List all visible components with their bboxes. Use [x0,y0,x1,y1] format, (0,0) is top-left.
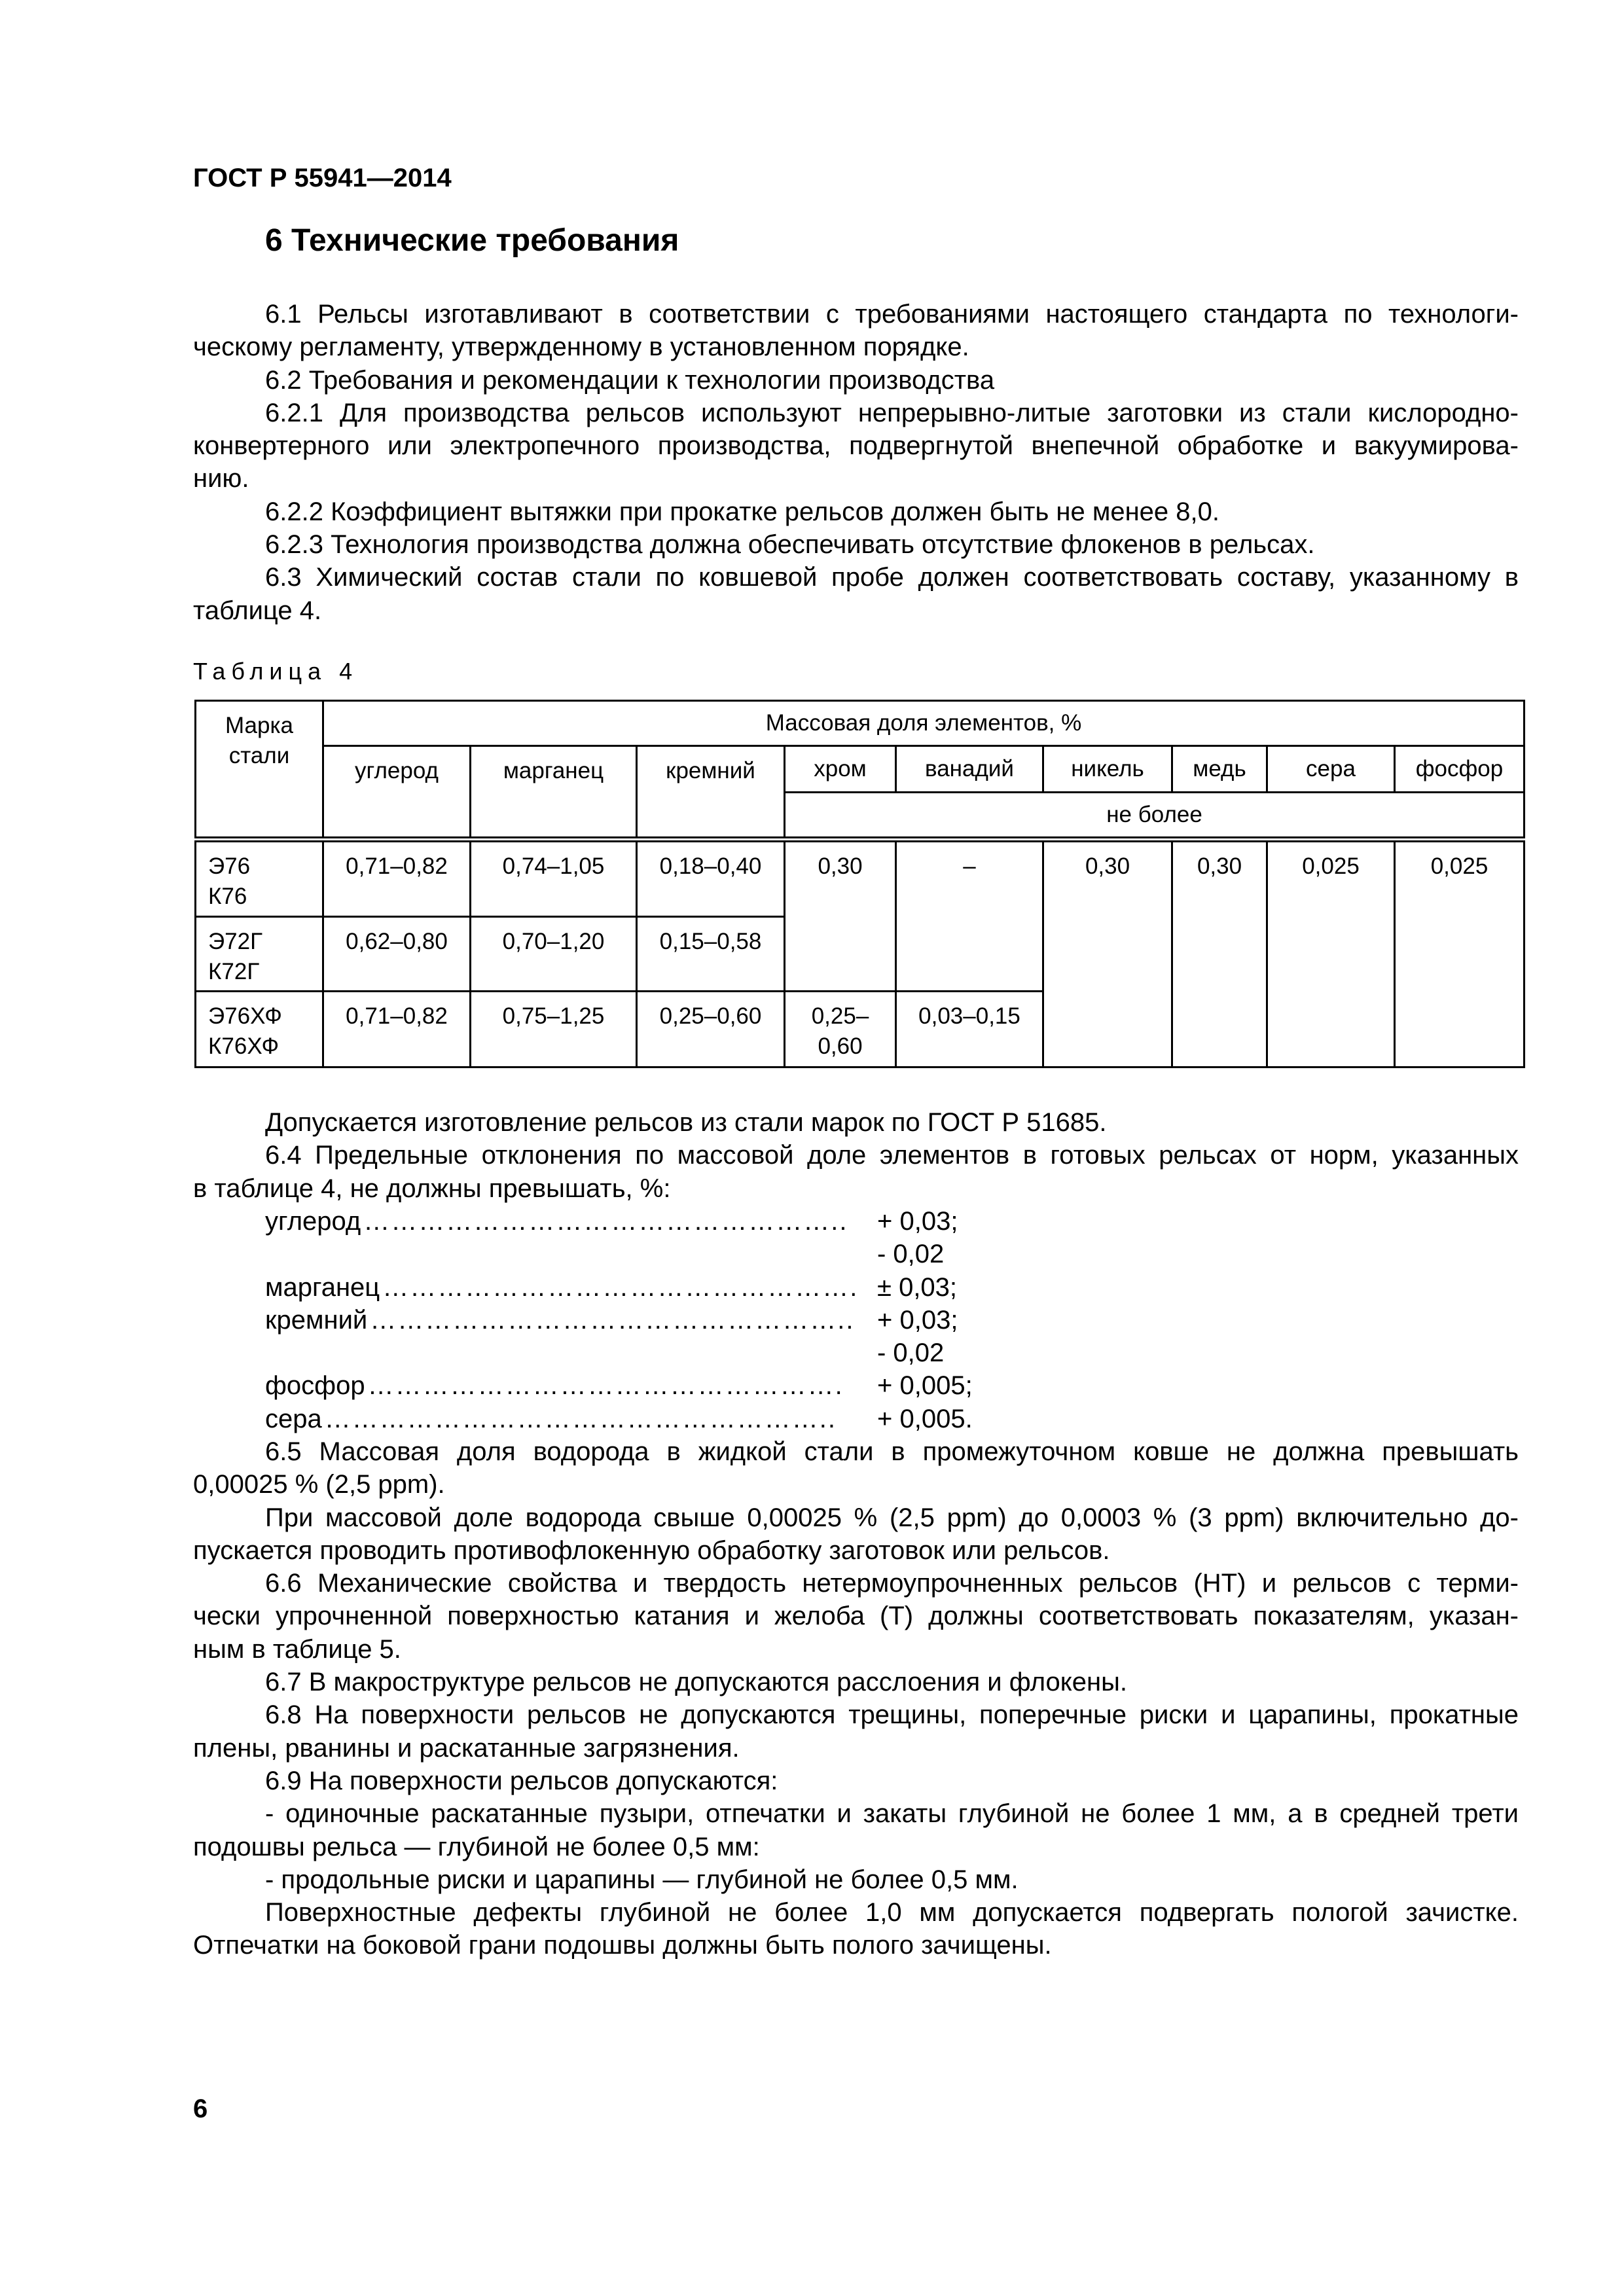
grade-line: К76 [208,884,247,909]
paragraph-line: конвертерного или электропечного производства, подвергнутой внепечной обработке и вакуумирова- [193,431,1519,461]
header-element: никель [1043,746,1172,793]
element-name: кремний [265,1305,368,1335]
paragraph-line: 6.6 Механические свойства и твердость нетермоупрочненных рельсов (НТ) и рельсов с терми- [265,1569,1519,1598]
paragraph-line: ным в таблице 5. [193,1634,401,1664]
paragraph [193,528,1519,561]
deviation-value: ± 0,03; [877,1272,958,1302]
paragraph-line: плены, рванины и раскатанные загрязнения. [193,1733,740,1763]
paragraph [193,1139,1519,1205]
element-name: фосфор [265,1371,365,1401]
paragraph-line: 6.2.3 Технология производства должна обеспечивать отсутствие флокенов в рельсах. [265,530,1315,560]
carbon-cell: 0,62–0,80 [323,917,471,992]
paragraph-line: 6.3 Химический состав стали по ковшевой пробе должен соответствовать составу, указанному в [265,563,1519,592]
deviation-list [193,1205,1519,1435]
paragraph [193,1698,1519,1765]
chemical-composition-table [194,700,1525,1068]
paragraphs-requirements [193,1435,1519,1962]
deviation-value: - 0,02 [877,1338,945,1368]
paragraph-line: Поверхностные дефекты глубиной не более 1,0 мм допускается подвергать пологой зачистке. [265,1898,1519,1928]
carbon-cell: 0,71–0,82 [323,992,471,1067]
deviation-item [193,1403,1519,1435]
carbon-cell: 0,71–0,82 [323,840,471,917]
paragraph [193,298,1519,364]
dot-leader: …………………………………………….. [370,1305,855,1335]
paragraph-line: в таблице 4, не должны превышать, %: [193,1174,671,1203]
sulfur-cell: 0,025 [1267,840,1395,1067]
header-element: ванадий [896,746,1043,793]
grade-cell [196,917,323,992]
chromium-cell [785,992,896,1067]
manganese-cell: 0,74–1,05 [471,840,637,917]
paragraph [193,1765,1519,1797]
paragraph-line: 6.7 В макроструктуре рельсов не допускаются расслоения и флокены. [265,1668,1127,1697]
grade-line: Э76ХФ [208,1003,282,1029]
header-max: не более [785,793,1525,840]
header-element: углерод [323,746,471,840]
grade-cell [196,992,323,1067]
header-mass-fraction: Массовая доля элементов, % [323,701,1525,746]
deviation-item [193,1369,1519,1402]
paragraph-line: 0,00025 % (2,5 ppm). [193,1470,445,1499]
paragraph-line: Допускается изготовление рельсов из стали марок по ГОСТ Р 51685. [265,1108,1107,1137]
paragraph-line: пускается проводить противофлокенную обработку заготовок или рельсов. [193,1535,1110,1565]
deviation-item [193,1336,1519,1369]
silicon-cell: 0,15–0,58 [637,917,785,992]
deviation-value: + 0,005. [877,1404,973,1433]
paragraph-line: нию. [193,464,249,493]
paragraph-line: 6.4 Предельные отклонения по массовой доле элементов в готовых рельсах от норм, указанных [265,1141,1519,1170]
header-element: хром [785,746,896,793]
silicon-cell: 0,18–0,40 [637,840,785,917]
dot-leader: …………………………………………….. [363,1207,848,1236]
paragraph [193,1666,1519,1698]
grade-cell [196,840,323,917]
paragraph-line: 6.8 На поверхности рельсов не допускаются трещины, поперечные риски и царапины, прокатные [265,1700,1519,1730]
deviation-value: + 0,03; [877,1207,958,1236]
grade-line: К76ХФ [208,1033,280,1059]
grade-line: К72Г [208,959,260,984]
paragraph-line: При массовой доле водорода свыше 0,00025 % (2,5 ppm) до 0,0003 % (3 ppm) включительно до- [265,1503,1519,1532]
chromium-line: 0,60 [818,1033,863,1059]
deviation-item [193,1271,1519,1304]
chromium-line: 0,25– [811,1003,869,1029]
paragraph [193,1797,1519,1863]
paragraph [193,1863,1519,1896]
paragraph [193,1567,1519,1666]
chromium-cell: 0,30 [785,840,896,992]
deviation-item [193,1304,1519,1336]
deviation-item [193,1238,1519,1270]
paragraph-line: таблице 4. [193,596,322,625]
header-grade-line: Марка [225,713,294,738]
table-caption: Таблица 4 [193,658,359,685]
paragraph [193,1435,1519,1501]
manganese-cell: 0,70–1,20 [471,917,637,992]
section-title: 6 Технические требования [265,223,679,258]
paragraph-line: чески упрочненной поверхностью катания и желоба (Т) должны соответствовать показателям, указан- [193,1602,1519,1631]
paragraph [193,364,1519,397]
page-number: 6 [193,2094,208,2123]
dot-leader: ……………………………………………….. [324,1404,837,1433]
vanadium-cell: 0,03–0,15 [896,992,1043,1067]
paragraph-line: 6.2 Требования и рекомендации к технологии производства [265,365,995,395]
paragraph-line: 6.9 На поверхности рельсов допускаются: [265,1766,778,1795]
table-row [196,840,1525,917]
element-name: углерод [265,1207,361,1236]
document-code: ГОСТ Р 55941—2014 [193,164,452,192]
nickel-cell: 0,30 [1043,840,1172,1067]
paragraphs-after-table [193,1106,1519,1205]
silicon-cell: 0,25–0,60 [637,992,785,1067]
header-element: кремний [637,746,785,840]
grade-line: Э72Г [208,929,263,954]
header-element: сера [1267,746,1395,793]
header-element: медь [1172,746,1267,793]
copper-cell: 0,30 [1172,840,1267,1067]
paragraph-line: 6.2.2 Коэффициент вытяжки при прокатке рельсов должен быть не менее 8,0. [265,497,1220,526]
header-grade [196,701,323,840]
paragraphs-before-table [193,298,1519,627]
grade-line: Э76 [208,853,251,879]
deviation-value: + 0,03; [877,1305,958,1335]
paragraph [193,561,1519,627]
dot-leader: ……………………………………………. [382,1272,859,1302]
paragraph-line: ческому регламенту, утвержденному в установленном порядке. [193,332,969,362]
paragraph [193,1501,1519,1568]
element-name: марганец [265,1272,380,1302]
paragraph-line: Отпечатки на боковой грани подошвы должны быть полого зачищены. [193,1931,1052,1960]
header-element: марганец [471,746,637,840]
phosphorus-cell: 0,025 [1395,840,1525,1067]
header-element: фосфор [1395,746,1525,793]
paragraph-line: подошвы рельса — глубиной не более 0,5 мм: [193,1832,760,1861]
dot-leader: ……………………………………………. [367,1371,844,1401]
element-name: сера [265,1404,322,1433]
header-grade-line: стали [228,743,290,768]
paragraph-line: - одиночные раскатанные пузыри, отпечатки и закаты глубиной не более 1 мм, а в средней трети [265,1799,1519,1829]
paragraph-line: 6.2.1 Для производства рельсов используют непрерывно-литые заготовки из стали кислородно- [265,398,1519,427]
manganese-cell: 0,75–1,25 [471,992,637,1067]
deviation-item [193,1205,1519,1238]
paragraph [193,495,1519,528]
paragraph-line: - продольные риски и царапины — глубиной не более 0,5 мм. [265,1865,1019,1894]
paragraph [193,397,1519,495]
deviation-value: + 0,005; [877,1371,973,1401]
vanadium-cell: – [896,840,1043,992]
paragraph-line: 6.5 Массовая доля водорода в жидкой стали в промежуточном ковше не должна превышать [265,1437,1519,1466]
paragraph [193,1896,1519,1962]
deviation-value: - 0,02 [877,1240,945,1269]
paragraph-line: 6.1 Рельсы изготавливают в соответствии с требованиями настоящего стандарта по технологи- [265,300,1519,329]
paragraph [193,1106,1519,1139]
